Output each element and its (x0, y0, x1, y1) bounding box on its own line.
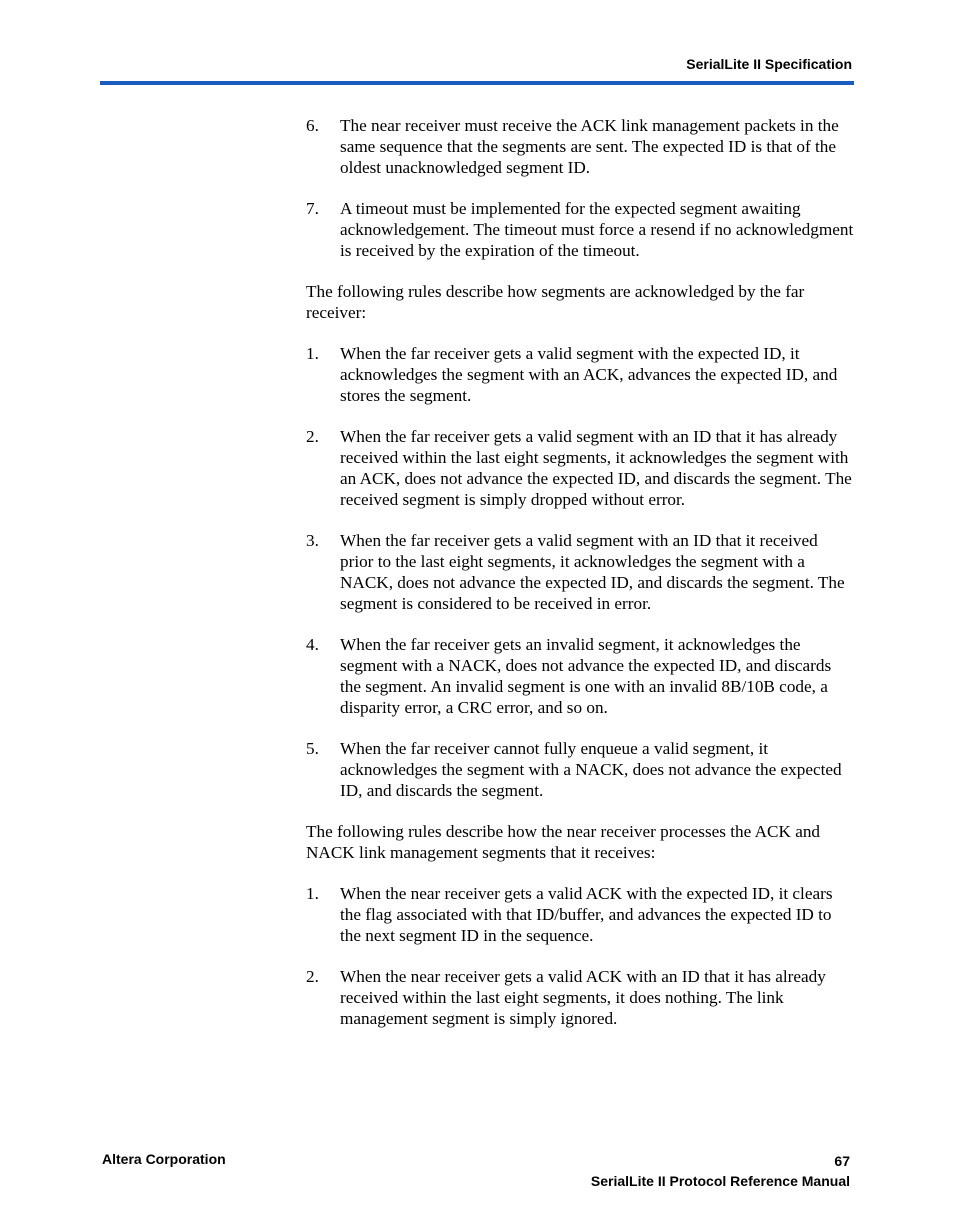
list-item (306, 343, 854, 406)
item-number: 1. (306, 884, 319, 903)
list-item (306, 198, 854, 261)
list-item (306, 634, 854, 718)
page-body (306, 115, 854, 1049)
manual-title: SerialLite II Protocol Reference Manual (590, 1173, 850, 1189)
item-number: 2. (306, 967, 319, 986)
list-item (306, 426, 854, 510)
running-header: SerialLite II Specification (686, 56, 852, 72)
header-rule (100, 81, 854, 85)
footer-company: Altera Corporation (102, 1151, 226, 1167)
item-number: 5. (306, 739, 319, 758)
list-item (306, 115, 854, 178)
paragraph-far-rules-intro: The following rules describe how segments are acknowledged by the far receiver: (306, 282, 805, 322)
page-number: 67 (834, 1153, 850, 1169)
item-text: When the far receiver gets a valid segment with an ID that it received prior to the last eight segments, it acknowledges the segment with a NACK, does not advance the expected ID, and discards the segment. The segment is considered to be received in error. (340, 531, 845, 613)
item-text: When the far receiver gets an invalid segment, it acknowledges the segment with a NACK, does not advance the expected ID, and discards the segment. An invalid segment is one with an invalid 8B/10B code, a disparity error, a CRC error, and so on. (340, 635, 832, 717)
item-number: 3. (306, 531, 319, 550)
item-text: When the far receiver gets a valid segment with an ID that it has already received within the last eight segments, it acknowledges the segment with an ACK, does not advance the expected ID, and discards the segment. The received segment is simply dropped without error. (340, 427, 852, 509)
list-item (306, 966, 854, 1029)
list-item (306, 530, 854, 614)
list-item (306, 883, 854, 946)
item-number: 6. (306, 116, 319, 135)
item-text: The near receiver must receive the ACK link management packets in the same sequence that the segments are sent. The expected ID is that of the oldest unacknowledged segment ID. (340, 116, 839, 177)
item-text: A timeout must be implemented for the expected segment awaiting acknowledgement. The timeout must force a resend if no acknowledgment is received by the expiration of the timeout. (340, 199, 854, 260)
item-number: 4. (306, 635, 319, 654)
footer-info (591, 1151, 850, 1191)
list-item (306, 738, 854, 801)
item-number: 2. (306, 427, 319, 446)
item-text: When the near receiver gets a valid ACK with the expected ID, it clears the flag associated with that ID/buffer, and advances the expected ID to the next segment ID in the sequence. (340, 884, 833, 945)
item-text: When the far receiver gets a valid segment with the expected ID, it acknowledges the segment with an ACK, advances the expected ID, and stores the segment. (340, 344, 838, 405)
item-number: 1. (306, 344, 319, 363)
item-text: When the near receiver gets a valid ACK with an ID that it has already received within the last eight segments, it does nothing. The link management segment is simply ignored. (340, 967, 826, 1028)
item-text: When the far receiver cannot fully enqueue a valid segment, it acknowledges the segment with a NACK, does not advance the expected ID, and discards the segment. (340, 739, 842, 800)
paragraph-near-rules-intro: The following rules describe how the near receiver processes the ACK and NACK link management segments that it receives: (306, 822, 821, 862)
item-number: 7. (306, 199, 319, 218)
